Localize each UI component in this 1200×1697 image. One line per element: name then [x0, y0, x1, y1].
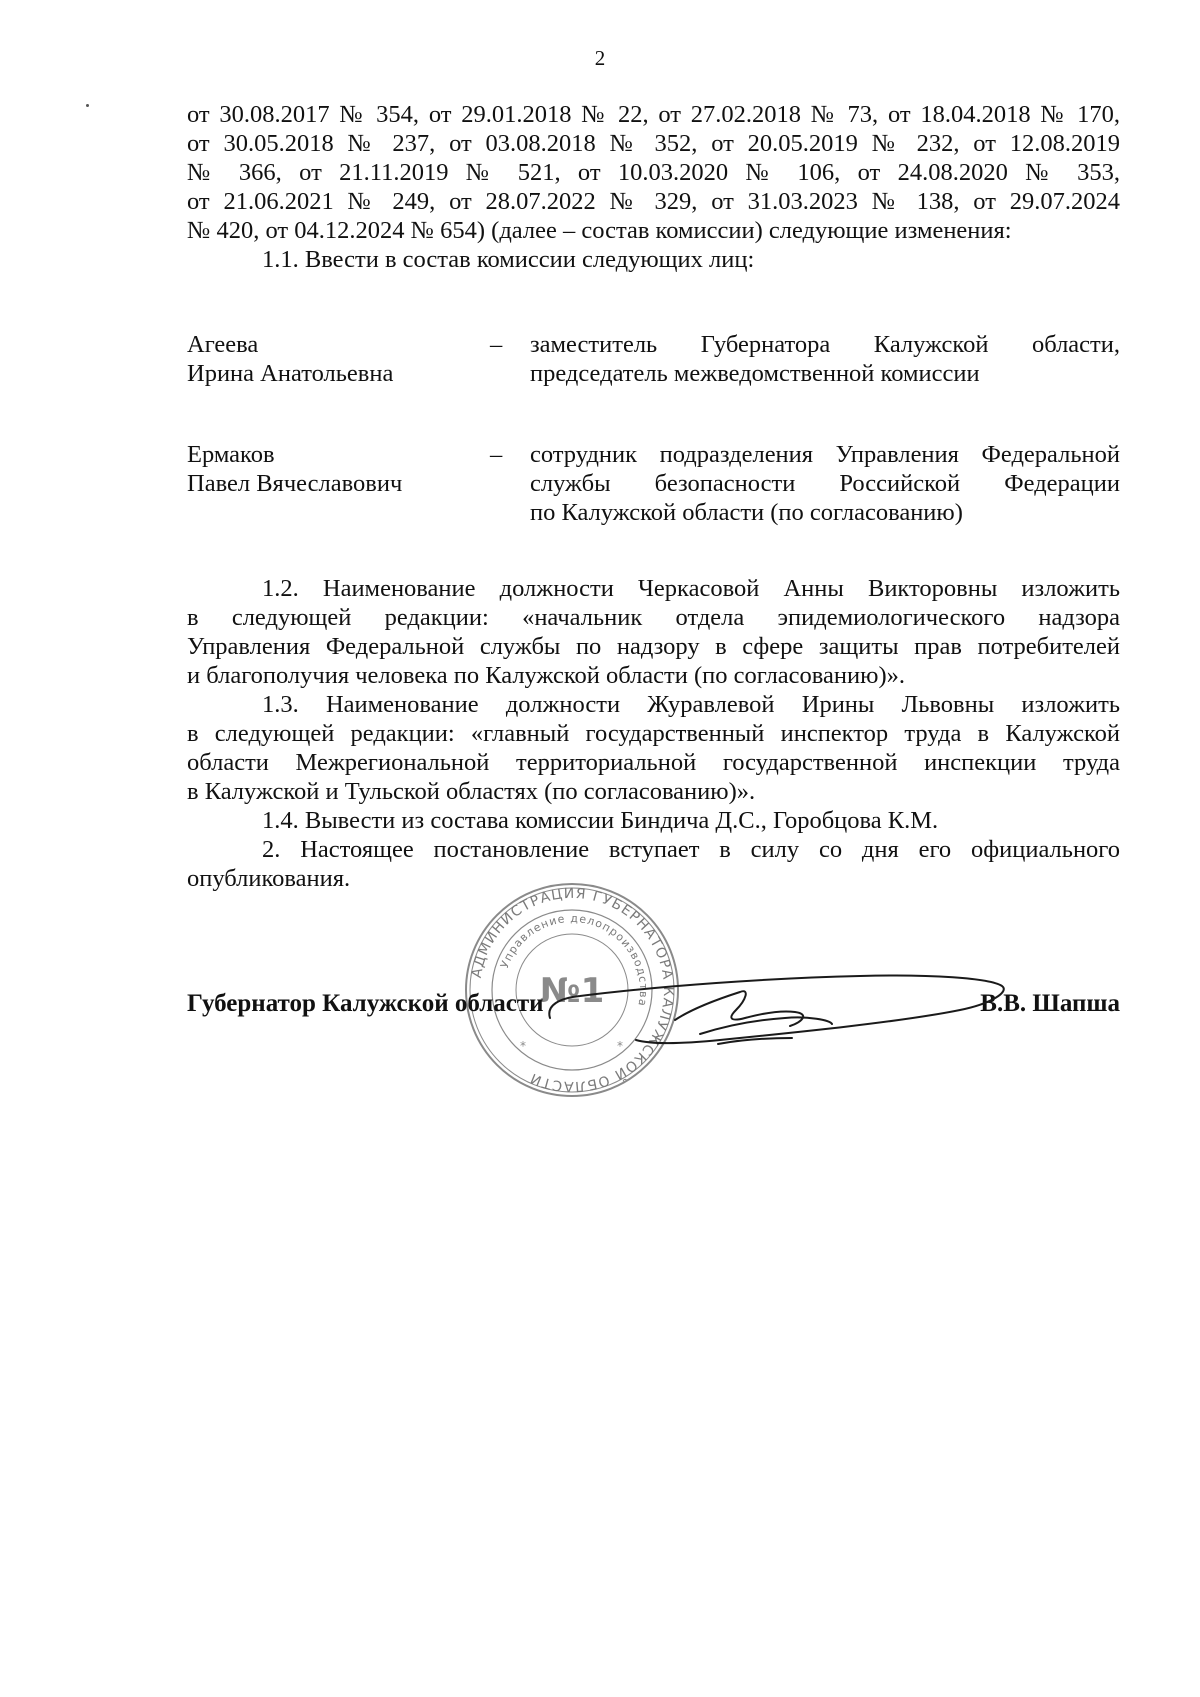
intro-line: от 30.05.2018 № 237, от 03.08.2018 № 352, от 20.05.2019 № 232, от 12.08.2019 — [187, 130, 1120, 157]
item-1-4: 1.4. Вывести из состава комиссии Биндича Д.С., Горобцова К.М. — [262, 807, 939, 834]
member-surname: Ермаков — [187, 441, 275, 468]
member-given-name: Ирина Анатольевна — [187, 360, 394, 387]
member-surname: Агеева — [187, 331, 259, 358]
item-1-2-line: в следующей редакции: «начальник отдела эпидемиологического надзора — [187, 604, 1120, 631]
intro-paragraph — [187, 100, 1120, 274]
seal-number: №1 — [539, 971, 605, 1011]
handwritten-signature — [540, 960, 1020, 1070]
seal-star-icon: * — [520, 1039, 526, 1053]
seal-outer-text: АДМИНИСТРАЦИЯ ГУБЕРНАТОРА КАЛУЖСКОЙ ОБЛАСТИ — [468, 885, 677, 1095]
desc-line: службы безопасности Российской Федерации — [530, 470, 1120, 497]
item-1-3-line: в следующей редакции: «главный государственный инспектор труда в Калужской — [187, 720, 1120, 747]
signatory-name: В.В. Шапша — [980, 990, 1120, 1017]
member-dash: – — [490, 331, 503, 358]
item-1-2-line: 1.2. Наименование должности Черкасовой Анны Викторовны изложить — [262, 575, 1120, 602]
seal-star-icon: * — [617, 1039, 623, 1053]
item-1-3-line: 1.3. Наименование должности Журавлевой Ирины Львовны изложить — [262, 691, 1120, 718]
desc-line: председатель межведомственной комиссии — [530, 360, 980, 387]
item-1-2-line: Управления Федеральной службы по надзору в сфере защиты прав потребителей — [187, 633, 1120, 660]
signatory-title: Губернатор Калужской области — [187, 990, 544, 1017]
intro-line: от 30.08.2017 № 354, от 29.01.2018 № 22, от 27.02.2018 № 73, от 18.04.2018 № 170, — [187, 101, 1120, 128]
member-name — [187, 330, 487, 388]
member-description — [530, 440, 1120, 527]
item-2-line: опубликования. — [187, 865, 351, 892]
intro-line: № 366, от 21.11.2019 № 521, от 10.03.2020 № 106, от 24.08.2020 № 353, — [187, 159, 1120, 186]
item-2-line: 2. Настоящее постановление вступает в силу со дня его официального — [262, 836, 1120, 863]
amendments-body — [187, 574, 1120, 893]
scan-artifact-dot — [86, 104, 89, 107]
member-name — [187, 440, 487, 498]
desc-line: по Калужской области (по согласованию) — [530, 499, 963, 526]
member-dash: – — [490, 441, 503, 468]
item-1-2-line: и благополучия человека по Калужской области (по согласованию)». — [187, 662, 905, 689]
member-description — [530, 330, 1120, 388]
desc-line: сотрудник подразделения Управления Федеральной — [530, 441, 1120, 468]
intro-line: № 420, от 04.12.2024 № 654) (далее – состав комиссии) следующие изменения: — [187, 217, 1012, 244]
member-given-name: Павел Вячеславович — [187, 470, 403, 497]
desc-line: заместитель Губернатора Калужской области, — [530, 331, 1120, 358]
intro-line: от 21.06.2021 № 249, от 28.07.2022 № 329, от 31.03.2023 № 138, от 29.07.2024 — [187, 188, 1120, 215]
item-1-3-line: области Межрегиональной территориальной государственной инспекции труда — [187, 749, 1120, 776]
page-number: 2 — [594, 46, 606, 70]
item-1-3-line: в Калужской и Тульской областях (по согласованию)». — [187, 778, 756, 805]
seal-inner-text: Управление делопроизводства — [497, 911, 651, 1008]
item-1-1: 1.1. Ввести в состав комиссии следующих лиц: — [262, 246, 755, 273]
